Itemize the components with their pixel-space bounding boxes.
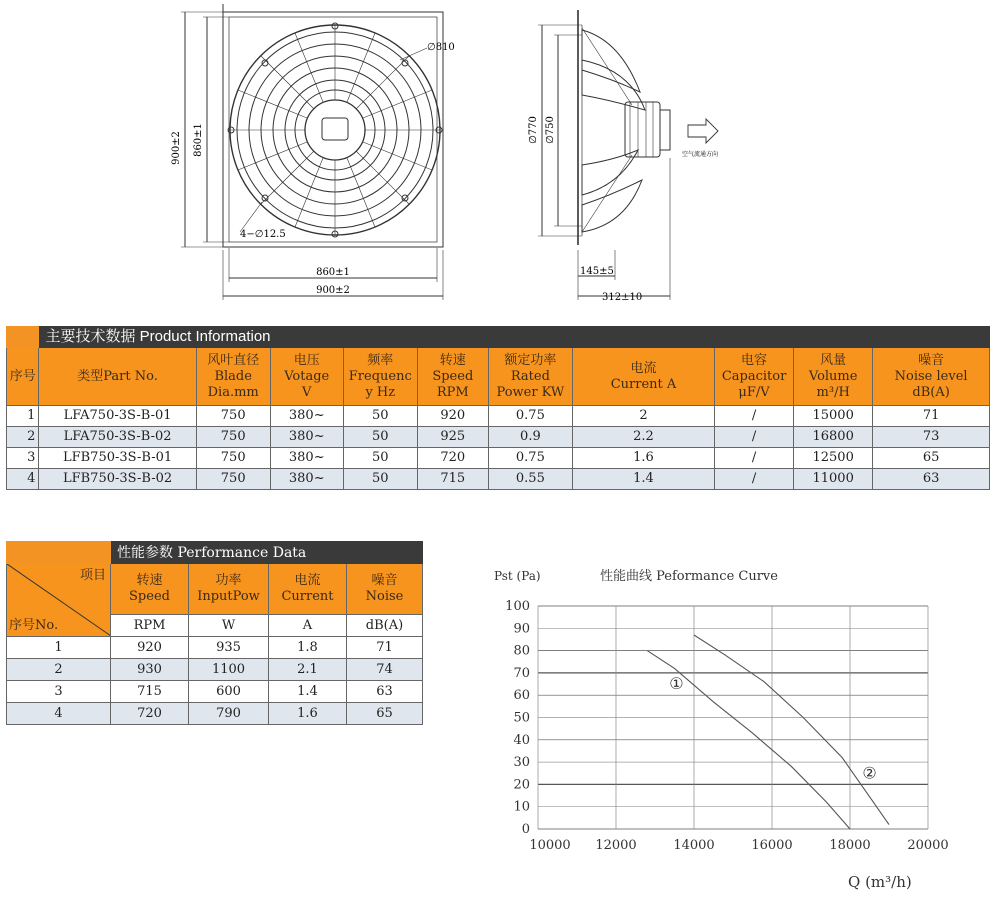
y-tick-label: 0 (521, 822, 530, 837)
perf-table-title: 性能参数 Performance Data (111, 542, 423, 564)
table-cell: 73 (873, 427, 990, 448)
table-cell: 720 (111, 703, 189, 725)
table-cell: 790 (189, 703, 269, 725)
unit-cell: dB(A) (347, 615, 423, 637)
table-cell: 600 (189, 681, 269, 703)
x-tick-label: 12000 (595, 838, 637, 853)
series-label-1: ① (669, 674, 684, 694)
y-tick-label: 70 (513, 665, 530, 681)
table-cell: 380~ (270, 406, 343, 427)
product-header-7: 电流 Current A (572, 348, 714, 406)
table-cell: 50 (343, 427, 417, 448)
unit-cell: RPM (111, 615, 189, 637)
performance-curve-chart (480, 560, 960, 895)
dim-guard-dia: ∅810 (427, 42, 455, 53)
table-cell: 750 (196, 427, 270, 448)
product-header-0: 序号 (7, 348, 39, 406)
table-cell: 2 (7, 427, 39, 448)
table-cell: 750 (196, 406, 270, 427)
table-cell: 2 (572, 406, 714, 427)
table-cell: 1.6 (269, 703, 347, 725)
table-row (7, 406, 990, 427)
table-cell: 1 (7, 637, 111, 659)
dim-312: 312±10 (602, 292, 643, 303)
series-label-2: ② (862, 763, 877, 783)
dim-width-outer: 900±2 (316, 285, 350, 296)
table-cell: / (715, 427, 794, 448)
y-tick-label: 60 (513, 688, 530, 704)
table-cell: / (715, 469, 794, 490)
dim-145: 145±5 (580, 266, 614, 277)
table-cell: 380~ (270, 469, 343, 490)
table-cell: 50 (343, 406, 417, 427)
unit-cell: W (189, 615, 269, 637)
table-cell: / (715, 448, 794, 469)
series-line-2 (694, 635, 889, 825)
unit-cell: A (269, 615, 347, 637)
perf-header-speed: 转速 Speed (111, 564, 189, 615)
blade-top (582, 30, 640, 92)
table-row (7, 659, 423, 681)
dim-height-inner: 860±1 (193, 123, 204, 157)
table-cell: LFA750-3S-B-02 (39, 427, 196, 448)
performance-data-table (6, 541, 423, 725)
table-cell: 16800 (794, 427, 873, 448)
corner-top-label: 项目 (79, 568, 106, 583)
table-cell: 15000 (794, 406, 873, 427)
table-cell: 1.4 (269, 681, 347, 703)
y-tick-label: 10 (513, 799, 530, 815)
title-accent (7, 327, 39, 348)
mounting-plate (223, 12, 443, 247)
product-header-5: 转速 Speed RPM (417, 348, 488, 406)
table-cell: 715 (417, 469, 488, 490)
product-header-1: 类型Part No. (39, 348, 196, 406)
airflow-arrow-icon (688, 119, 718, 143)
table-row (7, 427, 990, 448)
product-header-2: 风叶直径 Blade Dia.mm (196, 348, 270, 406)
table-cell: 50 (343, 448, 417, 469)
table-cell: 720 (417, 448, 488, 469)
y-tick-label: 100 (505, 599, 530, 614)
table-cell: / (715, 406, 794, 427)
dim-height-outer: 900±2 (171, 131, 182, 165)
x-tick-label: 20000 (907, 838, 949, 853)
table-cell: 750 (196, 448, 270, 469)
chart-title: 性能曲线 Peformance Curve (600, 569, 778, 584)
fan-side-view-drawing (520, 0, 750, 305)
corner-cell (7, 564, 111, 637)
fan-front-view-drawing (165, 0, 465, 305)
table-cell: 74 (347, 659, 423, 681)
table-cell: 4 (7, 703, 111, 725)
product-header-8: 电容 Capacitor μF/V (715, 348, 794, 406)
table-cell: 715 (111, 681, 189, 703)
dim-holes: 4−∅12.5 (240, 229, 286, 240)
table-cell: 4 (7, 469, 39, 490)
table-cell: 71 (873, 406, 990, 427)
table-cell: 63 (873, 469, 990, 490)
x-tick-label: 14000 (673, 838, 715, 853)
table-cell: 380~ (270, 448, 343, 469)
table-cell: 0.75 (488, 448, 572, 469)
y-axis-label: Pst (Pa) (494, 569, 541, 583)
table-cell: 50 (343, 469, 417, 490)
table-cell: 920 (111, 637, 189, 659)
table-cell: 65 (873, 448, 990, 469)
table-cell: 71 (347, 637, 423, 659)
table-cell: 2.2 (572, 427, 714, 448)
table-cell: 1.4 (572, 469, 714, 490)
table-cell: 1 (7, 406, 39, 427)
table-cell: 925 (417, 427, 488, 448)
dim-dia-750: ∅750 (545, 116, 556, 144)
table-cell: 750 (196, 469, 270, 490)
table-cell: 0.55 (488, 469, 572, 490)
table-cell: 65 (347, 703, 423, 725)
blade-bottom (582, 180, 642, 232)
table-cell: 0.9 (488, 427, 572, 448)
table-row (7, 448, 990, 469)
table-cell: LFB750-3S-B-02 (39, 469, 196, 490)
table-cell: 11000 (794, 469, 873, 490)
product-header-6: 额定功率 Rated Power KW (488, 348, 572, 406)
table-cell: LFB750-3S-B-01 (39, 448, 196, 469)
y-tick-label: 50 (513, 710, 530, 726)
table-cell: 935 (189, 637, 269, 659)
table-cell: 3 (7, 448, 39, 469)
y-tick-label: 80 (513, 643, 530, 659)
dim-dia-770: ∅770 (528, 116, 539, 144)
table-cell: 63 (347, 681, 423, 703)
product-table-header (7, 348, 990, 406)
perf-header-power: 功率 InputPow (189, 564, 269, 615)
corner-bottom-label: 序号No. (9, 618, 59, 633)
table-cell: 930 (111, 659, 189, 681)
x-axis-label: Q (m³/h) (848, 873, 912, 891)
dim-width-inner: 860±1 (316, 267, 350, 278)
x-tick-label: 18000 (829, 838, 871, 853)
table-cell: 1100 (189, 659, 269, 681)
table-cell: 2.1 (269, 659, 347, 681)
table-cell: 12500 (794, 448, 873, 469)
table-row (7, 703, 423, 725)
table-cell: 920 (417, 406, 488, 427)
x-tick-label: 10000 (529, 838, 571, 853)
table-row (7, 469, 990, 490)
airflow-label: 空气流通方向 (682, 151, 719, 158)
product-header-10: 噪音 Noise level dB(A) (873, 348, 990, 406)
table-cell: 1.6 (572, 448, 714, 469)
table-cell: 0.75 (488, 406, 572, 427)
y-tick-label: 30 (513, 755, 530, 771)
y-tick-label: 40 (513, 732, 530, 748)
perf-header-current: 电流 Current (269, 564, 347, 615)
table-cell: 1.8 (269, 637, 347, 659)
product-info-table (6, 326, 990, 490)
product-header-4: 频率 Frequenc y Hz (343, 348, 417, 406)
x-tick-label: 16000 (751, 838, 793, 853)
table-cell: 2 (7, 659, 111, 681)
table-cell: 380~ (270, 427, 343, 448)
product-table-title: 主要技术数据 Product Information (39, 327, 990, 348)
title-accent (7, 542, 111, 564)
y-tick-label: 20 (513, 777, 530, 793)
y-tick-label: 90 (513, 621, 530, 637)
table-row (7, 681, 423, 703)
table-cell: 3 (7, 681, 111, 703)
product-header-9: 风量 Volume m³/H (794, 348, 873, 406)
table-cell: LFA750-3S-B-01 (39, 406, 196, 427)
product-header-3: 电压 Votage V (270, 348, 343, 406)
table-row (7, 637, 423, 659)
perf-header-noise: 噪音 Noise (347, 564, 423, 615)
